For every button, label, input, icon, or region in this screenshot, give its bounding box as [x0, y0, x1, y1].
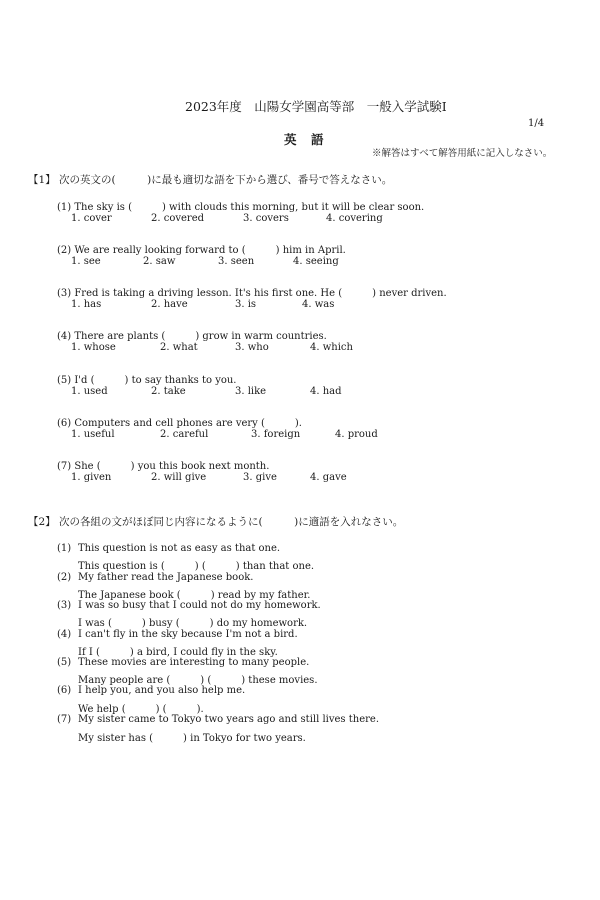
question-1-choice-2: 2. covered	[151, 213, 205, 224]
question-3-choice-1: 1. has	[71, 299, 102, 310]
question-4-choice-4: 4. which	[310, 342, 353, 353]
question-6-choice-4: 4. proud	[335, 429, 378, 440]
question-3-choice-3: 3. is	[235, 299, 257, 310]
question-2-choice-1: 1. see	[71, 256, 101, 267]
item-1-number: (1)	[57, 543, 72, 554]
subject-title: 英 語	[284, 132, 325, 147]
item-3-line2: I was ( ) busy ( ) do my homework.	[78, 618, 308, 629]
exam-title: 2023年度 山陽女学園高等部 一般入学試験Ⅰ	[185, 99, 447, 114]
question-3-text: (3) Fred is taking a driving lesson. It's his first one. He ( ) never driven.	[57, 288, 447, 299]
item-2-line2: The Japanese book ( ) read by my father.	[78, 590, 311, 601]
question-4-choice-1: 1. whose	[71, 342, 116, 353]
question-5-choice-2: 2. take	[151, 386, 186, 397]
question-2-text: (2) We are really looking forward to ( ) him in April.	[57, 245, 346, 256]
question-5-choice-1: 1. used	[71, 386, 108, 397]
item-5-line1: These movies are interesting to many people.	[78, 657, 310, 668]
question-6-choice-3: 3. foreign	[251, 429, 301, 440]
item-6-line1: I help you, and you also help me.	[78, 685, 246, 696]
item-5-line2: Many people are ( ) ( ) these movies.	[78, 675, 318, 686]
question-7-choice-2: 2. will give	[151, 472, 207, 483]
page-number: 1/4	[528, 118, 545, 129]
item-4-number: (4)	[57, 629, 72, 640]
section1-heading: 【1】 次の英文の( )に最も適切な語を下から選び、番号で答えなさい。	[28, 174, 393, 186]
question-1-choice-1: 1. cover	[71, 213, 112, 224]
item-7-line1: My sister came to Tokyo two years ago and still lives there.	[78, 714, 380, 725]
item-1-line2: This question is ( ) ( ) than that one.	[78, 561, 315, 572]
question-6-text: (6) Computers and cell phones are very ( ).	[57, 418, 302, 429]
question-7-choice-3: 3. give	[243, 472, 277, 483]
question-1-text: (1) The sky is ( ) with clouds this morning, but it will be clear soon.	[57, 202, 425, 213]
instruction-note: ※解答はすべて解答用紙に記入しなさい。	[372, 148, 553, 159]
question-6-choice-1: 1. useful	[71, 429, 115, 440]
question-5-choice-3: 3. like	[235, 386, 267, 397]
question-5-text: (5) I'd ( ) to say thanks to you.	[57, 375, 237, 386]
question-4-choice-3: 3. who	[235, 342, 269, 353]
item-1-line1: This question is not as easy as that one.	[78, 543, 281, 554]
question-5-choice-4: 4. had	[310, 386, 342, 397]
item-4-line1: I can't fly in the sky because I'm not a bird.	[78, 629, 298, 640]
question-2-choice-3: 3. seen	[218, 256, 255, 267]
question-2-choice-4: 4. seeing	[293, 256, 339, 267]
item-3-number: (3)	[57, 600, 72, 611]
question-7-choice-4: 4. gave	[310, 472, 347, 483]
item-3-line1: I was so busy that I could not do my homework.	[78, 600, 321, 611]
question-7-choice-1: 1. given	[71, 472, 112, 483]
item-5-number: (5)	[57, 657, 72, 668]
question-1-choice-3: 3. covers	[243, 213, 289, 224]
question-4-choice-2: 2. what	[160, 342, 198, 353]
question-4-text: (4) There are plants ( ) grow in warm countries.	[57, 331, 327, 342]
question-6-choice-2: 2. careful	[160, 429, 209, 440]
question-3-choice-4: 4. was	[302, 299, 335, 310]
question-3-choice-2: 2. have	[151, 299, 188, 310]
item-4-line2: If I ( ) a bird, I could fly in the sky.	[78, 647, 278, 658]
question-1-choice-4: 4. covering	[326, 213, 383, 224]
item-2-number: (2)	[57, 572, 72, 583]
item-7-line2: My sister has ( ) in Tokyo for two years.	[78, 733, 306, 744]
question-7-text: (7) She ( ) you this book next month.	[57, 461, 270, 472]
item-7-number: (7)	[57, 714, 72, 725]
question-2-choice-2: 2. saw	[143, 256, 176, 267]
item-6-number: (6)	[57, 685, 72, 696]
item-6-line2: We help ( ) ( ).	[78, 704, 204, 715]
item-2-line1: My father read the Japanese book.	[78, 572, 254, 583]
section2-heading: 【2】 次の各組の文がほぼ同じ内容になるように( )に適語を入れなさい。	[28, 516, 404, 528]
